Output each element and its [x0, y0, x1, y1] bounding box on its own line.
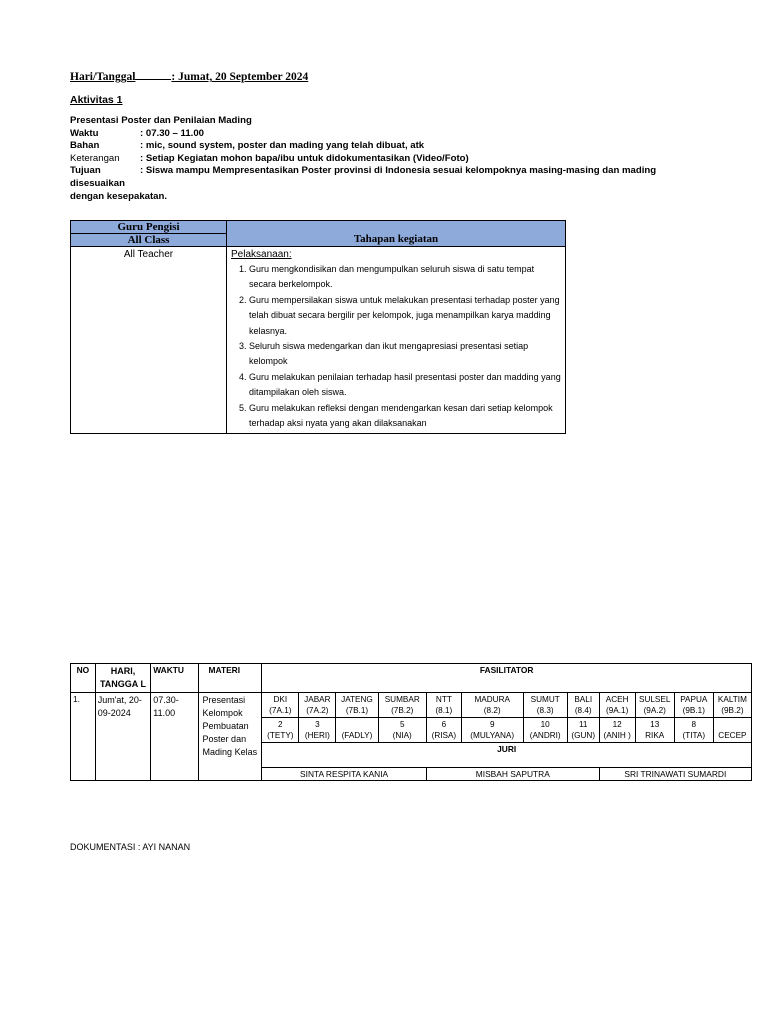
group-cell [713, 693, 751, 718]
facilitator-cell [567, 718, 599, 743]
info-tujuan-continuation: dengan kesepakatan. [70, 190, 168, 202]
facilitator-num: 8 [691, 720, 697, 729]
facilitator-name: (HERI) [304, 731, 330, 740]
group-class: (8.4) [574, 706, 592, 715]
facilitator-cell [599, 718, 635, 743]
date-underline-gap [135, 69, 171, 80]
header-waktu: WAKTU [151, 664, 198, 693]
facilitator-num: 9 [489, 720, 495, 729]
group-class: (8.2) [483, 706, 501, 715]
group-cell [262, 693, 299, 718]
info-label: Keterangan [70, 152, 120, 164]
facilitator-cell [674, 718, 713, 743]
step-item: 4. Guru melakukan penilaian terhadap hasil presentasi poster dan madding yang ditampilakan oleh siswa. [249, 370, 561, 401]
group-class: (9B.2) [721, 706, 744, 715]
group-name: SUMUT [530, 695, 560, 704]
info-row-keterangan [70, 153, 710, 166]
group-name: JATENG [341, 695, 373, 704]
teacher-header-cell [71, 221, 227, 247]
date-label: Hari/Tanggal [70, 71, 136, 83]
group-name: BALI [574, 695, 593, 704]
group-class: (8.3) [536, 706, 554, 715]
facilitator-num: 10 [540, 720, 550, 729]
group-cell [567, 693, 599, 718]
group-cell [635, 693, 674, 718]
row-hari: Jum'at, 20-09-2024 [95, 693, 151, 781]
facilitator-name: RIKA [645, 731, 665, 740]
teacher-cell [71, 247, 227, 434]
group-cell [378, 693, 426, 718]
group-cell [426, 693, 461, 718]
steps-list [231, 262, 561, 431]
info-label: Bahan [70, 140, 100, 152]
facilitator-num: 12 [612, 720, 622, 729]
group-name: KALTIM [717, 695, 747, 704]
facilitator-cell [713, 718, 751, 743]
facilitator-num: 6 [441, 720, 447, 729]
group-name: DKI [273, 695, 288, 704]
facilitator-num: 5 [399, 720, 405, 729]
group-class: (9A.2) [643, 706, 666, 715]
group-class: (7B.2) [391, 706, 414, 715]
facilitator-num: 2 [278, 720, 283, 729]
activity-table [70, 220, 566, 434]
facilitator-num: 11 [578, 720, 588, 729]
group-cell [299, 693, 336, 718]
facilitator-name: (FADLY) [341, 731, 373, 740]
group-cell [461, 693, 523, 718]
activity-info [70, 115, 710, 203]
facilitator-num: 3 [315, 720, 320, 729]
juri-member: SRI TRINAWATI SUMARDI [599, 768, 751, 781]
juri-header: JURI [262, 743, 752, 768]
header-fasilitator: FASILITATOR [262, 664, 752, 693]
stages-cell [227, 247, 566, 434]
group-name: JABAR [304, 695, 331, 704]
facilitator-num [338, 719, 375, 730]
info-value: : mic, sound system, poster dan mading yang telah dibuat, atk [140, 140, 425, 152]
teacher-value: All Teacher [123, 249, 174, 260]
group-name: NTT [435, 695, 452, 704]
group-cell [523, 693, 567, 718]
date-line [70, 69, 308, 83]
info-row-bahan [70, 140, 710, 153]
step-item: 5. Guru melakukan refleksi dengan mendengarkan kesan dari setiap kelompok terhadap aksi nyata yang akan dilaksanakan [249, 401, 561, 432]
group-name: PAPUA [680, 695, 708, 704]
group-cell [336, 693, 378, 718]
documentation-note: DOKUMENTASI : AYI NANAN [70, 842, 191, 852]
row-materi: Presentasi Kelompok Pembuatan Poster dan Mading Kelas [198, 693, 262, 781]
juri-member: SINTA RESPITA KANIA [262, 768, 427, 781]
facilitator-name: (GUN) [571, 731, 596, 740]
group-name: SULSEL [639, 695, 671, 704]
facilitator-cell [523, 718, 567, 743]
facilitator-name: (RISA) [431, 731, 457, 740]
group-name: ACEH [605, 695, 629, 704]
step-item: 2. Guru mempersilakan siswa untuk melakukan presentasi terhadap poster yang telah dibuat secara bergilir per kelompok, juga menampilkan karya madding kelasnya. [249, 293, 561, 339]
facilitator-cell [378, 718, 426, 743]
pelaksanaan-label: Pelaksanaan: [231, 249, 292, 260]
info-row-tujuan [70, 165, 710, 190]
group-class: (7A.2) [306, 706, 329, 715]
activity-heading: Aktivitas 1 [70, 94, 123, 106]
group-cell [674, 693, 713, 718]
facilitator-num [716, 719, 749, 730]
facilitator-cell [426, 718, 461, 743]
info-value: : Setiap Kegiatan mohon bapa/ibu untuk didokumentasikan (Video/Foto) [140, 152, 469, 164]
info-label: Tujuan [70, 165, 101, 177]
teacher-header-line2: All Class [71, 233, 226, 246]
group-class: (7A.1) [269, 706, 292, 715]
date-value: : Jumat, 20 September 2024 [171, 71, 309, 83]
group-class: (8.1) [435, 706, 453, 715]
facilitator-name: CECEP [718, 731, 747, 740]
activity-title: Presentasi Poster dan Penilaian Mading [70, 115, 252, 126]
info-label: Waktu [70, 127, 99, 139]
stages-header: Tahapan kegiatan [353, 233, 439, 245]
facilitator-name: (MULYANA) [470, 731, 515, 740]
facilitator-cell [299, 718, 336, 743]
facilitator-cell [336, 718, 378, 743]
facilitator-cell [262, 718, 299, 743]
header-no: NO [71, 664, 96, 693]
facilitator-cell [635, 718, 674, 743]
group-class: (9A.1) [606, 706, 629, 715]
facilitator-name: (NIA) [392, 731, 412, 740]
header-hari: HARI, TANGGA L [95, 664, 151, 693]
info-row-waktu [70, 128, 710, 141]
row-waktu: 07.30-11.00 [151, 693, 198, 781]
info-value: : 07.30 – 11.00 [140, 127, 205, 139]
facilitator-num: 13 [650, 720, 660, 729]
step-item: 3. Seluruh siswa medengarkan dan ikut mengapresiasi presentasi setiap kelompok [249, 339, 561, 370]
header-materi: MATERI [198, 664, 262, 693]
facilitator-name: (ANDRI) [529, 731, 561, 740]
juri-member: MISBAH SAPUTRA [426, 768, 599, 781]
group-name: SUMBAR [384, 695, 420, 704]
step-item: 1. Guru mengkondisikan dan mengumpulkan seluruh siswa di satu tempat secara berkelompok. [249, 262, 561, 293]
group-class: (7B.1) [345, 706, 369, 715]
group-class: (9B.1) [682, 706, 705, 715]
teacher-header-line1: Guru Pengisi [117, 221, 180, 233]
row-no: 1. [71, 693, 96, 781]
info-value: : Siswa mampu Mempresentasikan Poster provinsi di Indonesia sesuai kelompoknya masing-masing dan mading disesuaikan [70, 165, 657, 189]
schedule-table [70, 663, 752, 781]
group-cell [599, 693, 635, 718]
facilitator-name: (ANIH ) [603, 731, 631, 740]
stages-header-cell [227, 221, 566, 247]
facilitator-name: (TITA) [682, 731, 706, 740]
facilitator-cell [461, 718, 523, 743]
facilitator-name: (TETY) [267, 731, 294, 740]
group-name: MADURA [474, 695, 510, 704]
